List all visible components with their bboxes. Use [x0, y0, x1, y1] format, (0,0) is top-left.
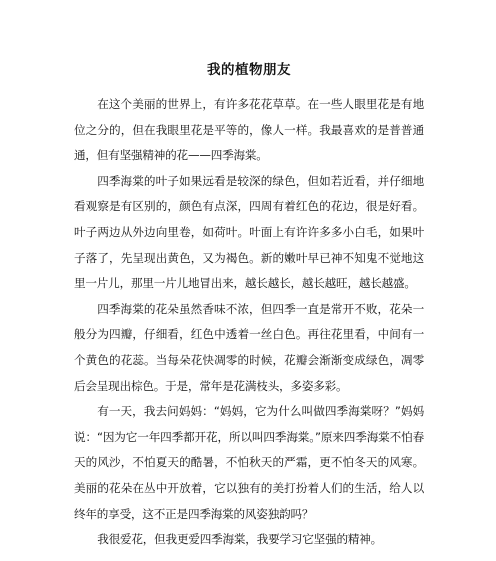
paragraph-leaves: 四季海棠的叶子如果远看是较深的绿色，但如若近看，并仔细地看观察是有区别的，颜色有点深，四周有着红色的花边，很是好看。叶子两边从外边向里卷，如荷叶。叶面上有许许多多小白毛，如果叶子落了，先呈现出黄色，又为褐色。新的嫩叶早已神不知鬼不觉地这里一片儿，那里一片儿地冒出来，越长越长，越长越旺，越长越盛。: [74, 173, 424, 291]
paragraph-intro: 在这个美丽的世界上，有许多花花草草。在一些人眼里花是有地位之分的，但在我眼里花是平等的，像人一样。我最喜欢的是普普通通，但有坚强精神的花——四季海棠。: [74, 97, 424, 163]
paragraph-conclusion: 我很爱花，但我更爱四季海棠，我要学习它坚强的精神。: [97, 532, 383, 547]
essay-title: 我的植物朋友: [207, 62, 291, 78]
paragraph-flowers: 四季海棠的花朵虽然香味不浓，但四季一直是常开不败，花朵一般分为四瓣，仔细看，红色中透着一丝白色。再往花里看，中间有一个黄色的花蕊。当每朵花快凋零的时候，花瓣会渐渐变成绿色，凋零后会呈现出棕色。于是，常年是花满枝头，多姿多彩。: [74, 301, 424, 393]
essay-page: [74, 60, 424, 553]
paragraph-dialogue: 有一天，我去问妈妈：“妈妈，它为什么叫做四季海棠呀？”妈妈说：“因为它一年四季都开花，所以叫四季海棠。”原来四季海棠不怕春天的风沙，不怕夏天的酷暑，不怕秋天的严霜，更不怕冬天的风寒。美丽的花朵在丛中开放着，它以独有的美打扮着人们的生活，给人以终年的享受，这不正是四季海棠的风姿独韵吗？: [74, 404, 424, 521]
